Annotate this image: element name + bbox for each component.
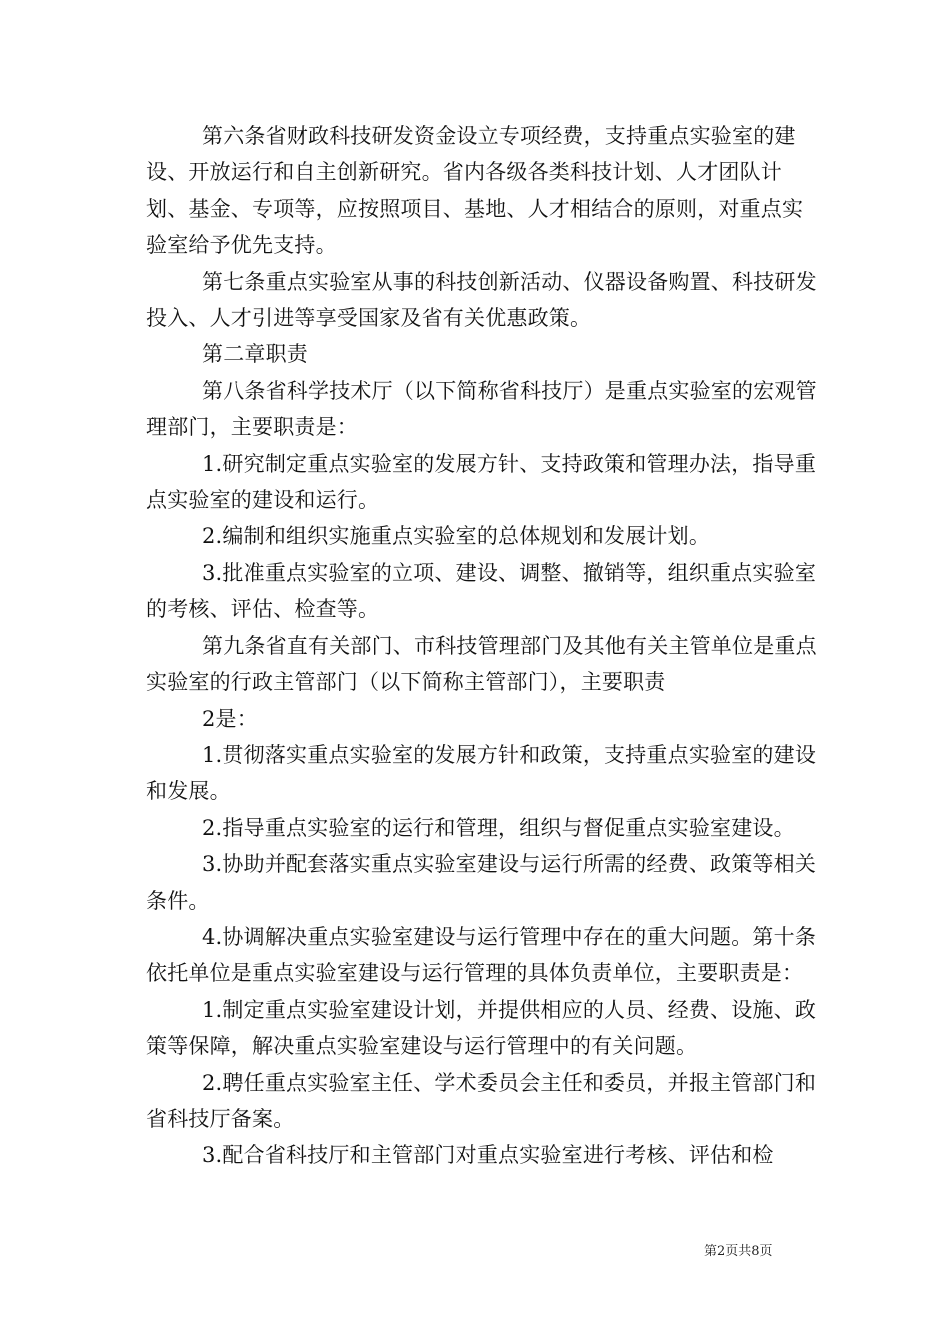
article-9-item-2: 2.指导重点实验室的运行和管理，组织与督促重点实验室建设。 [202, 815, 795, 840]
chapter-heading: 第二章职责 [202, 342, 308, 367]
article-9-continuation: 2是： [202, 706, 258, 731]
paragraph-article-9: 第九条省直有关部门、市科技管理部门及其他有关主管单位是重点实验室的行政主管部门（以下简称主管部门），主要职责 [146, 633, 817, 695]
article-8-item-2: 2.编制和组织实施重点实验室的总体规划和发展计划。 [202, 524, 711, 549]
article-10-item-1: 1.制定重点实验室建设计划，并提供相应的人员、经费、设施、政策等保障，解决重点实验室建设与运行管理中的有关问题。 [146, 997, 817, 1059]
article-8-item-3: 3.批准重点实验室的立项、建设、调整、撤销等，组织重点实验室的考核、评估、检查等。 [146, 560, 817, 622]
article-9-item-4-and-article-10: 4.协调解决重点实验室建设与运行管理中存在的重大问题。第十条依托单位是重点实验室建设与运行管理的具体负责单位，主要职责是： [146, 924, 817, 986]
article-10-item-3: 3.配合省科技厅和主管部门对重点实验室进行考核、评估和检 [202, 1143, 774, 1168]
page-number-footer: 第2页共8页 [704, 1244, 773, 1259]
document-body [146, 118, 818, 1174]
paragraph-article-8: 第八条省科学技术厅（以下简称省科技厅）是重点实验室的宏观管理部门，主要职责是： [146, 378, 817, 440]
paragraph-article-6: 第六条省财政科技研发资金设立专项经费，支持重点实验室的建设、开放运行和自主创新研究。省内各级各类科技计划、人才团队计划、基金、专项等，应按照项目、基地、人才相结合的原则，对重点实验室给予优先支持。 [146, 124, 804, 258]
article-8-item-1: 1.研究制定重点实验室的发展方针、支持政策和管理办法，指导重点实验室的建设和运行。 [146, 451, 817, 513]
paragraph-article-7: 第七条重点实验室从事的科技创新活动、仪器设备购置、科技研发投入、人才引进等享受国家及省有关优惠政策。 [146, 269, 817, 331]
article-9-item-1: 1.贯彻落实重点实验室的发展方针和政策，支持重点实验室的建设和发展。 [146, 742, 817, 804]
article-10-item-2: 2.聘任重点实验室主任、学术委员会主任和委员，并报主管部门和省科技厅备案。 [146, 1070, 817, 1131]
article-9-item-3: 3.协助并配套落实重点实验室建设与运行所需的经费、政策等相关条件。 [146, 852, 817, 913]
